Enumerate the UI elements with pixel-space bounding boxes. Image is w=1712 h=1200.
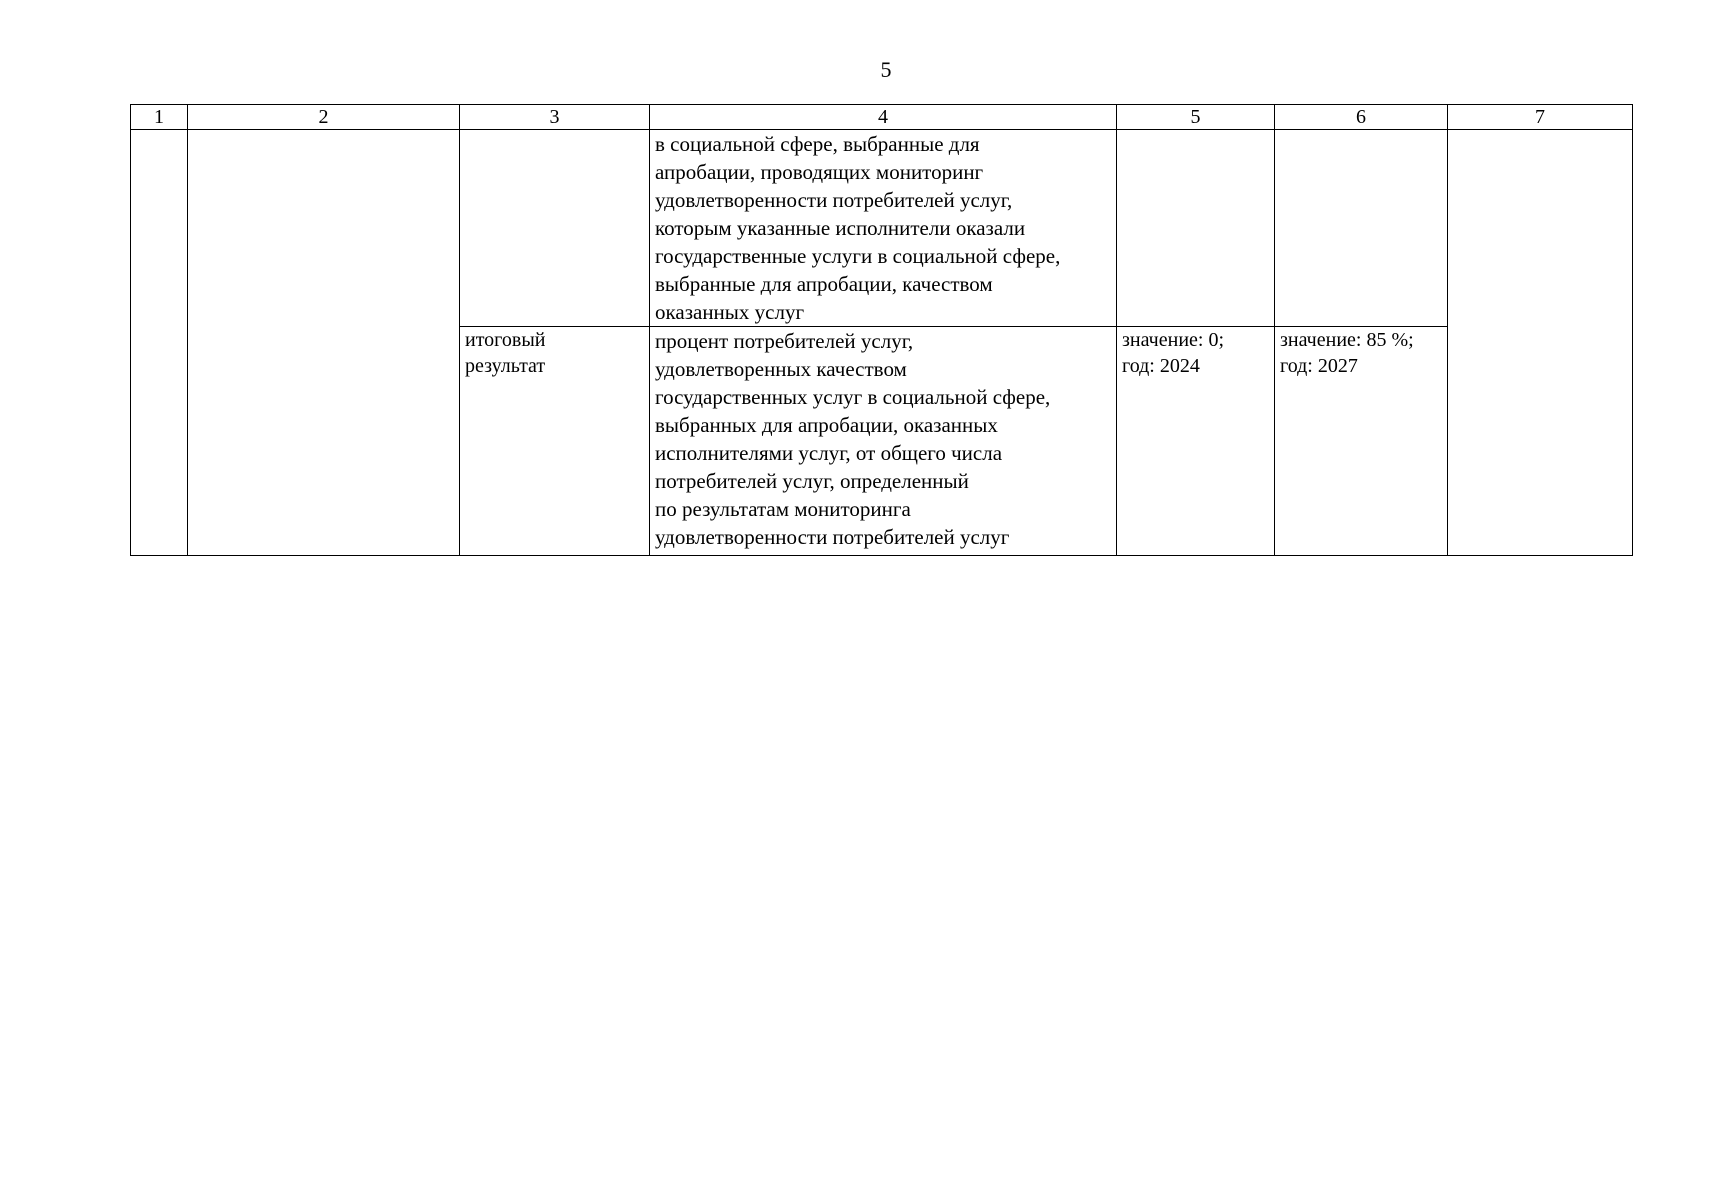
table-cell-col5	[1117, 327, 1275, 556]
table-row	[131, 130, 1633, 327]
table-cell-col4	[650, 130, 1117, 327]
table-cell-col2	[188, 130, 460, 556]
target-value: значение: 85 %; год: 2027	[1280, 329, 1414, 377]
column-header-5: 5	[1117, 105, 1275, 130]
table-header-row	[131, 105, 1633, 130]
indicator-description: в социальной сфере, выбранные для апробации, проводящих мониторинг удовлетворенности потребителей услуг, которым указанные исполнители оказали государственные услуги в социальной сфере, выбранные для апробации, качеством оказанных услуг	[655, 132, 1061, 324]
table-cell-col6	[1275, 130, 1448, 327]
column-header-2: 2	[188, 105, 460, 130]
result-type: итоговый результат	[465, 329, 546, 377]
column-header-3: 3	[460, 105, 650, 130]
table-cell-col3	[460, 130, 650, 327]
column-header-4: 4	[650, 105, 1117, 130]
indicators-table	[130, 104, 1633, 556]
table-cell-col1	[131, 130, 188, 556]
table-cell-col6	[1275, 327, 1448, 556]
table-cell-col7	[1448, 130, 1633, 556]
column-header-7: 7	[1448, 105, 1633, 130]
column-header-6: 6	[1275, 105, 1448, 130]
table-cell-col5	[1117, 130, 1275, 327]
base-value: значение: 0; год: 2024	[1122, 329, 1225, 377]
indicator-description: процент потребителей услуг, удовлетворенных качеством государственных услуг в социальной сфере, выбранных для апробации, оказанных исполнителями услуг, от общего числа потребителей услуг, определенный по результатам мониторинга удовлетворенности потребителей услуг	[655, 329, 1051, 549]
table-cell-col3	[460, 327, 650, 556]
table-cell-col4	[650, 327, 1117, 556]
column-header-1: 1	[131, 105, 188, 130]
page-number: 5	[880, 57, 892, 82]
